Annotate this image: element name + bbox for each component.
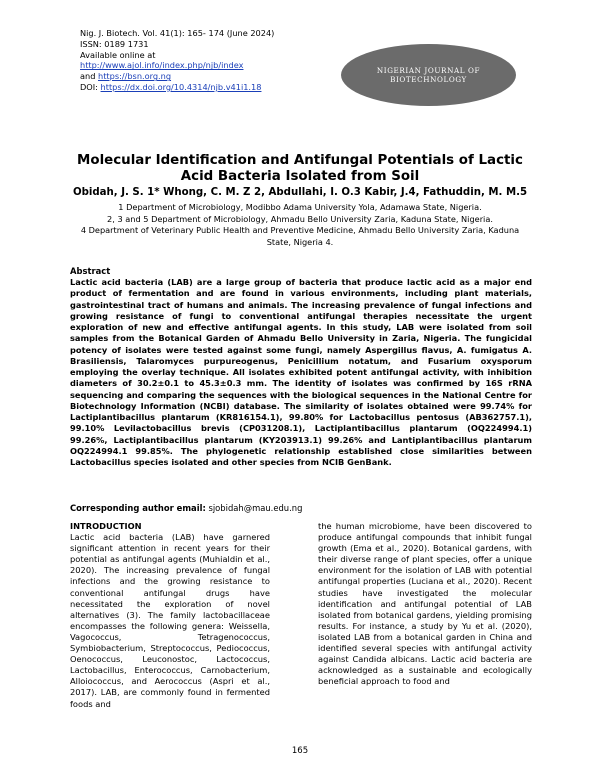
affiliation-1: 1 Department of Microbiology, Modibbo Adama University Yola, Adamawa State, Nigeria. — [118, 202, 482, 212]
intro-heading: INTRODUCTION — [70, 521, 142, 531]
intro-right-text: the human microbiome, have been discovered to produce antifungal compounds that inhibit fungal growth (Ema et al., 2020). Botanical gardens, with their diverse range of plant species, offer a unique environment for the isolation of LAB with potential antifungal properties (Luciana et al., 2020). Recent studies have investigated the molecular identification and antifungal potential of LAB isolated from botanical gardens, yielding promising results. For instance, a study by Yu et al. (2020), isolated LAB from a botanical garden in China and identified several species with antifungal activity against Candida albicans. Lactic acid bacteria are acknowledged as a sustainable and ecologically beneficial approach to food and — [318, 521, 532, 687]
doi-label: DOI: — [80, 81, 98, 92]
corresponding-label: Corresponding author email: — [70, 503, 206, 513]
paper-title: Molecular Identification and Antifungal Potentials of Lactic Acid Bacteria Isolated from Soil — [77, 153, 523, 184]
abstract-heading: Abstract — [70, 266, 111, 276]
affiliations — [70, 202, 530, 248]
journal-logo — [341, 44, 516, 106]
authors: Obidah, J. S. 1* Whong, C. M. Z 2, Abdullahi, I. O.3 Kabir, J.4, Fathuddin, M. M.5 — [72, 187, 528, 198]
abstract-text: Lactic acid bacteria (LAB) are a large group of bacteria that produce lactic acid as a major end product of fermentation and are found in various environments, including plant materials, gastrointestinal tract of humans and animals. The increasing prevalence of fungal infections and growing resistance of fungi to conventional antifungal therapies necessitate the urgent exploration of new and effective antifungal agents. In this study, LAB were isolated from soil samples from the Botanical Garden of Ahmadu Bello University in Zaria, Nigeria. The fungicidal potency of isolates were tested against some fungi, namely Aspergillus flavus, A. fumigatus A. Brasiliensis, Talaromyces purpureogenus, Penicillium notatum, and Fusarium oxysporum employing the overlay technique. All isolates exhibited potent antifungal activity, with inhibition diameters of 30.2±0.1 to 45.3±0.3 mm. The identity of isolates was confirmed by 16S rRNA sequencing and comparing the sequences with the biological sequences in the National Centre for Biotechnology Information (NCBI) database. The similarity of isolates obtained were 99.74% for Lactiplantibacillus plantarum (KR816154.1), 99.80% for Lactobacillus pentosus (AB362757.1), 99.10% Levilactobacillus brevis (CP031208.1), Lactiplantibacillus plantarum (OQ224994.1) 99.26%, Lactiplantibacillus plantarum (KY203913.1) 99.26% and Lantiplantibacillus plantarum OQ224994.1 99.85%. The phylogenetic relationship established close similarities between Lactobacillus species isolated and other species from NCIB GenBank. — [70, 277, 532, 467]
intro-left-text: Lactic acid bacteria (LAB) have garnered significant attention in recent years for their potential as antifungal agents (Muhialdin et al., 2020). The increasing prevalence of fungal infections and the growing resistance to conventional antifungal drugs have necessitated the exploration of novel alternatives (3). The family lactobacillaceae encompasses the following genera: Weissella, Vagococcus, Tetragenococcus, Symbiobacterium, Streptococcus, Pediococcus, Oenococcus, Leuconostoc, Lactococcus, Lactobacillus, Enterococcus, Carnobacterium, Alloiococcus, and Aerococcus (Aspri et al., 2017). LAB, are commonly found in fermented foods and — [70, 532, 270, 709]
issn: ISSN: 0189 1731 — [80, 38, 149, 49]
corresponding-email[interactable]: sjobidah@mau.edu.ng — [208, 503, 303, 513]
corresponding-author — [70, 503, 302, 513]
and-label: and — [80, 71, 96, 82]
affiliation-2: 2, 3 and 5 Department of Microbiology, Ahmadu Bello University Zaria, Kaduna State, Nigeria. — [107, 213, 493, 224]
page-number: 165 — [291, 746, 309, 756]
doi-link[interactable]: https://dx.doi.org/10.4314/njb.v41i1.18 — [100, 81, 262, 92]
logo-line-1: NIGERIAN JOURNAL OF — [376, 66, 481, 75]
citation: Nig. J. Biotech. Vol. 41(1): 165- 174 (June 2024) — [80, 28, 275, 38]
intro-right-column — [318, 521, 532, 687]
available-online: Available online at — [80, 49, 156, 60]
intro-left-column — [70, 521, 270, 710]
bsn-link[interactable]: https://bsn.org.ng — [98, 71, 172, 82]
ajol-link[interactable]: http://www.ajol.info/index.php/njb/index — [80, 60, 244, 71]
affiliation-3: 4 Department of Veterinary Public Health and Preventive Medicine, Ahmadu Bello University Zaria, Kaduna State, Nigeria 4. — [80, 225, 520, 247]
logo-line-2: BIOTECHNOLOGY — [390, 75, 467, 84]
journal-header — [80, 28, 274, 93]
